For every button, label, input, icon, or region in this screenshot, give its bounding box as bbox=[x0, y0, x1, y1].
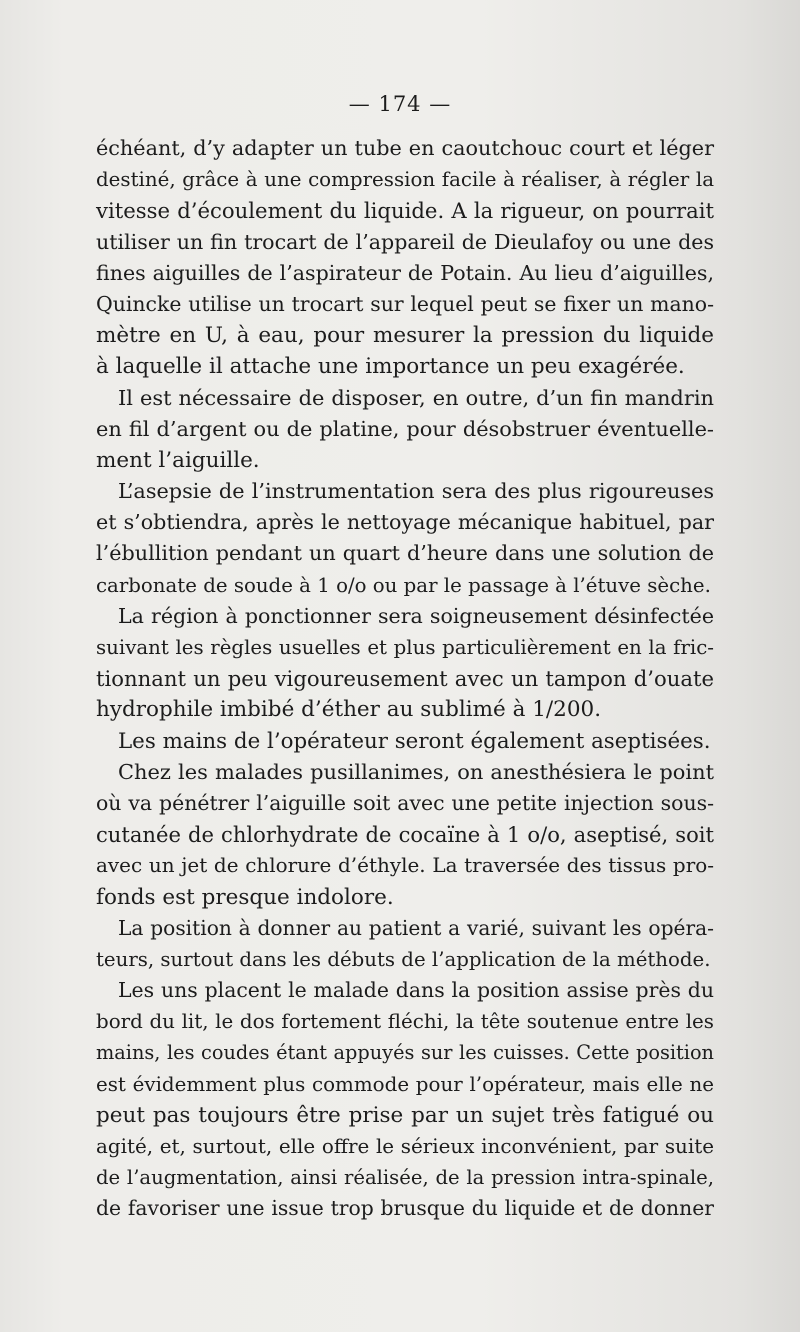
text-line: Les uns placent le malade dans la position assise près du bbox=[118, 978, 714, 1003]
text-line: peut pas toujours être prise par un sujet très fatigué ou bbox=[96, 1102, 714, 1128]
text-line: Quincke utilise un trocart sur lequel peut se fixer un mano- bbox=[96, 291, 714, 316]
text-line: Il est nécessaire de disposer, en outre, d’un fin mandrin bbox=[118, 385, 714, 410]
text-line: L’asepsie de l’instrumentation sera des plus rigoureuses bbox=[118, 479, 714, 504]
text-line: utiliser un fin trocart de l’appareil de Dieulafoy ou une des bbox=[96, 229, 714, 254]
text-line: hydrophile imbibé d’éther au sublimé à 1/200. bbox=[96, 697, 602, 723]
text-line: Les mains de l’opérateur seront également aseptisées. bbox=[118, 728, 711, 754]
text-line: échéant, d’y adapter un tube en caoutchouc court et léger bbox=[96, 136, 714, 160]
text-line: Chez les malades pusillanimes, on anesthésiera le point bbox=[118, 759, 714, 784]
text-line: La position à donner au patient a varié, suivant les opéra- bbox=[118, 915, 714, 940]
text-line: de l’augmentation, ainsi réalisée, de la pression intra-spinale, bbox=[96, 1166, 714, 1190]
text-line: carbonate de soude à 1 o/o ou par le passage à l’étuve sèche. bbox=[96, 573, 711, 597]
text-line: bord du lit, le dos fortement fléchi, la tête soutenue entre les bbox=[96, 1010, 714, 1034]
text-line: l’ébullition pendant un quart d’heure dans une solution de bbox=[96, 541, 714, 566]
text-line: agité, et, surtout, elle offre le sérieux inconvénient, par suite bbox=[96, 1135, 714, 1158]
text-line: tionnant un peu vigoureusement avec un tampon d’ouate bbox=[96, 666, 714, 692]
page-number: — 174 — bbox=[348, 92, 452, 116]
text-line: teurs, surtout dans les débuts de l’application de la méthode. bbox=[96, 947, 711, 971]
text-line: vitesse d’écoulement du liquide. A la rigueur, on pourrait bbox=[96, 198, 714, 224]
text-line: mètre en U, à eau, pour mesurer la pression du liquide bbox=[96, 323, 714, 349]
text-line: en fil d’argent ou de platine, pour désobstruer éventuelle- bbox=[96, 416, 714, 441]
text-line: à laquelle il attache une importance un peu exagérée. bbox=[96, 354, 685, 380]
body-text bbox=[96, 133, 714, 1225]
text-line: est évidemment plus commode pour l’opérateur, mais elle ne bbox=[96, 1072, 714, 1096]
text-line: cutanée de chlorhydrate de cocaïne à 1 o/o, aseptisé, soit bbox=[96, 822, 714, 848]
text-line: La région à ponctionner sera soigneusement désinfectée bbox=[118, 603, 714, 628]
text-line: ment l’aiguille. bbox=[96, 447, 260, 473]
text-line: et s’obtiendra, après le nettoyage mécanique habituel, par bbox=[96, 510, 714, 535]
text-line: suivant les règles usuelles et plus particulièrement en la fric- bbox=[96, 636, 714, 659]
text-line: fonds est presque indolore. bbox=[96, 884, 394, 910]
text-line: mains, les coudes étant appuyés sur les cuisses. Cette position bbox=[96, 1041, 714, 1065]
text-line: où va pénétrer l’aiguille soit avec une petite injection sous- bbox=[96, 790, 714, 815]
text-line: fines aiguilles de l’aspirateur de Potain. Au lieu d’aiguilles, bbox=[96, 260, 714, 285]
text-line: destiné, grâce à une compression facile à réaliser, à régler la bbox=[96, 168, 714, 192]
text-line: de favoriser une issue trop brusque du liquide et de donner bbox=[96, 1196, 714, 1221]
text-line: avec un jet de chlorure d’éthyle. La traversée des tissus pro- bbox=[96, 853, 714, 878]
